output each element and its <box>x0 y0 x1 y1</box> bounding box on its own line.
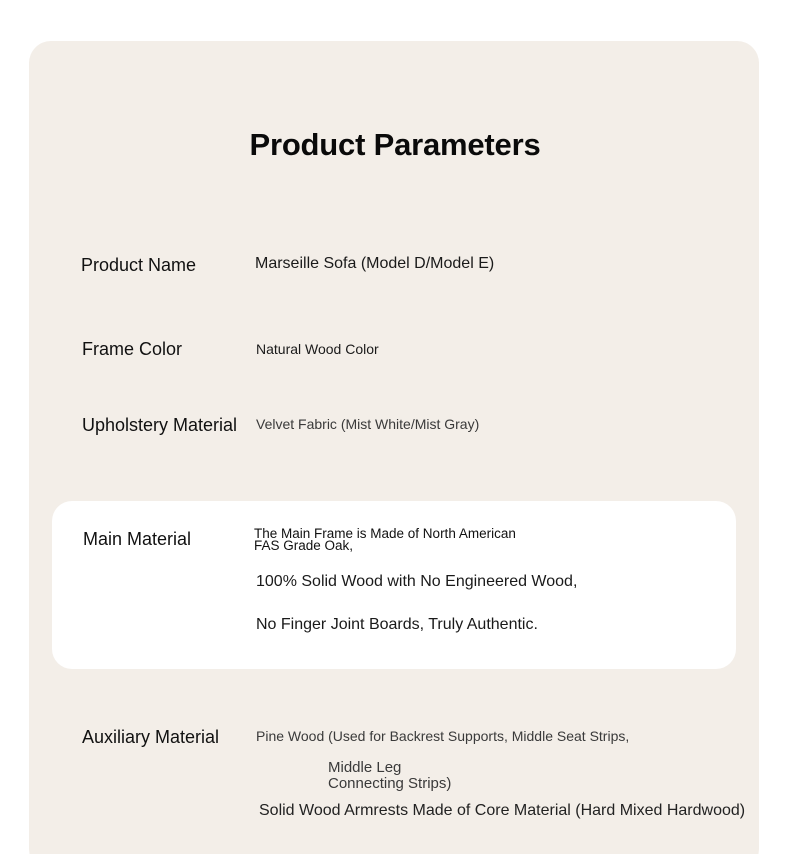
frame-color-label: Frame Color <box>82 339 183 359</box>
product-name-value: Marseille Sofa (Model D/Model E) <box>255 255 495 272</box>
page-title: Product Parameters <box>249 127 541 162</box>
auxiliary-material-line-2: Middle Leg <box>328 759 402 776</box>
main-material-line-4: No Finger Joint Boards, Truly Authentic. <box>256 616 538 633</box>
auxiliary-material-line-1: Pine Wood (Used for Backrest Supports, Middle Seat Strips, <box>256 728 630 744</box>
upholstery-material-value: Velvet Fabric (Mist White/Mist Gray) <box>256 416 480 432</box>
main-material-label: Main Material <box>83 529 192 549</box>
auxiliary-material-label: Auxiliary Material <box>82 727 220 747</box>
upholstery-material-label: Upholstery Material <box>82 415 238 435</box>
main-material-line-1: The Main Frame is Made of North American <box>254 526 516 541</box>
main-material-line-2: FAS Grade Oak, <box>254 538 354 553</box>
frame-color-value: Natural Wood Color <box>256 341 379 357</box>
auxiliary-material-line-4: Solid Wood Armrests Made of Core Material (Hard Mixed Hardwood) <box>259 802 746 819</box>
auxiliary-material-line-3: Connecting Strips) <box>328 775 452 792</box>
product-name-label: Product Name <box>81 255 197 275</box>
main-material-line-3: 100% Solid Wood with No Engineered Wood, <box>256 573 578 590</box>
